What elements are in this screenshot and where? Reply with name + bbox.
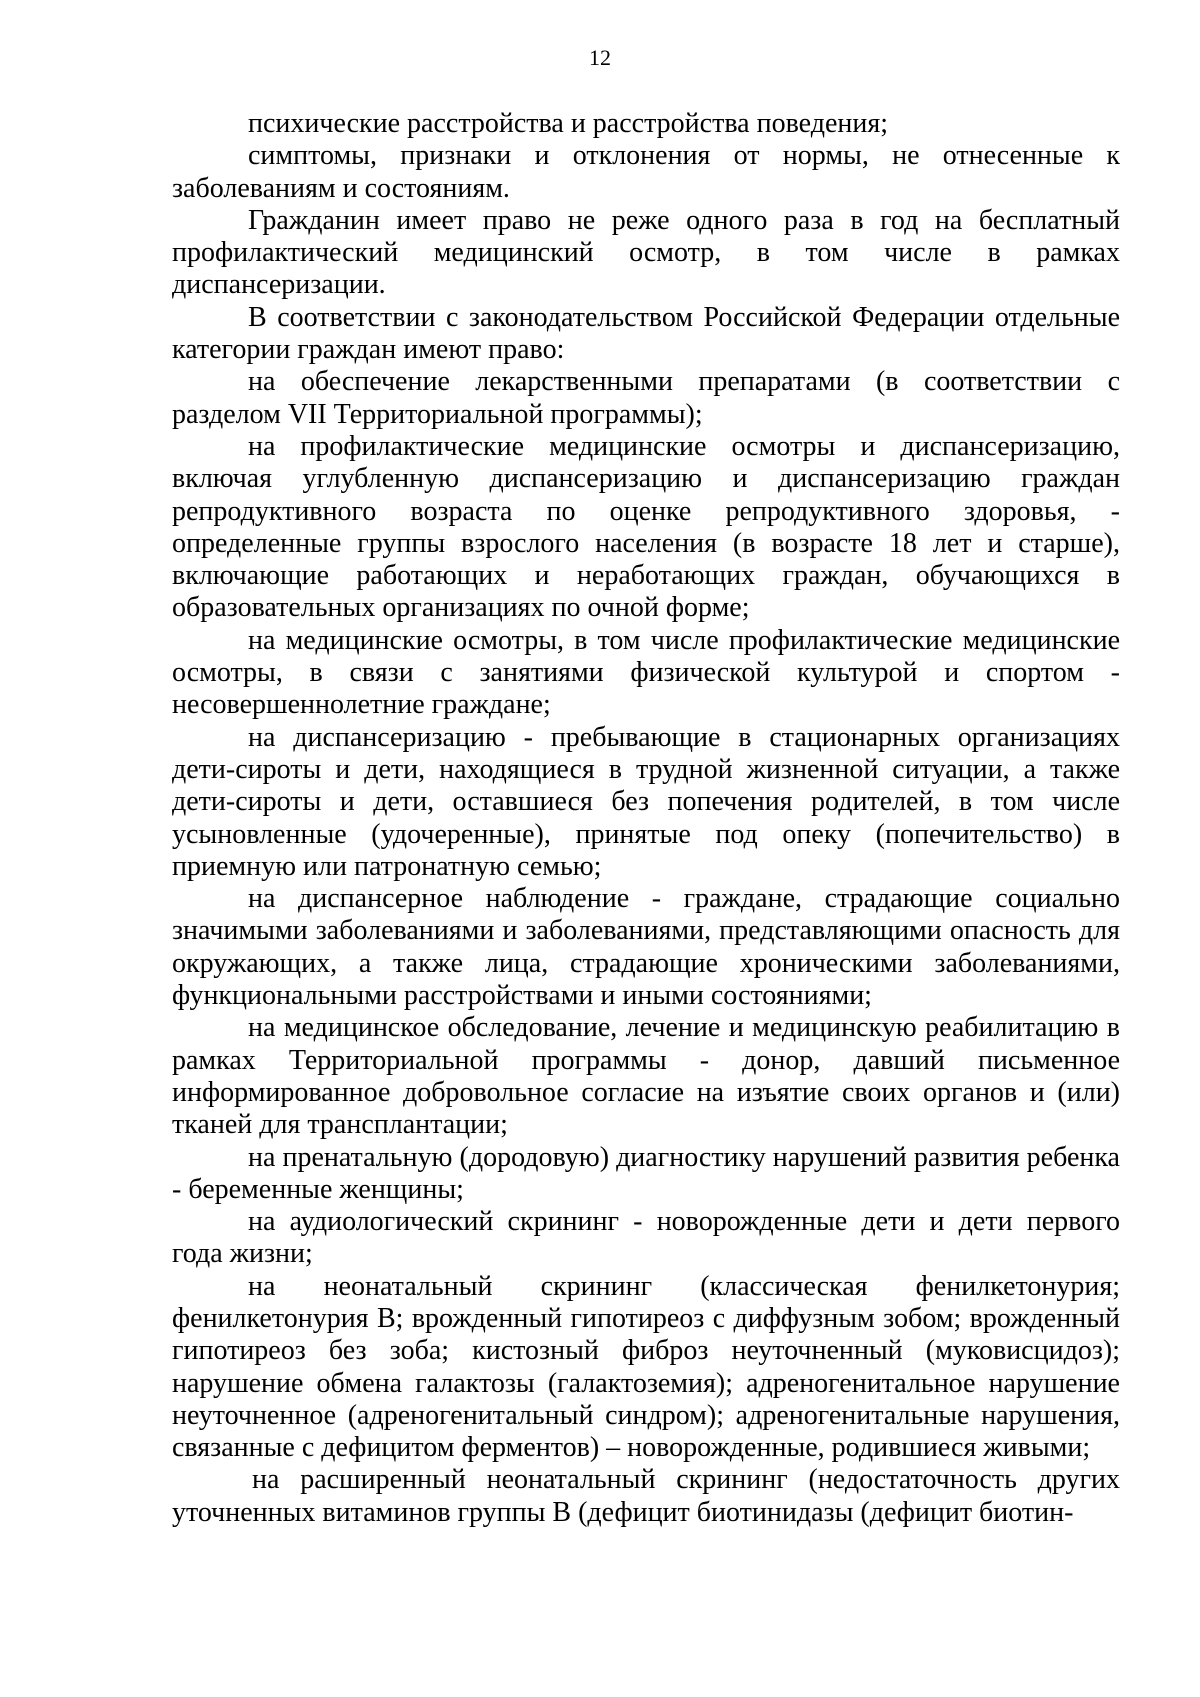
paragraph-donor-rehabilitation: на медицинское обследование, лечение и медицинскую реабилитацию в рамках Территориальной программы - донор, давший письменное информированное добровольное согласие на изъятие своих органов и (или) тканей для трансплантации;	[172, 1012, 1120, 1141]
paragraph-annual-checkup-right: Гражданин имеет право не реже одного раза в год на бесплатный профилактический медицинский осмотр, в том числе в рамках диспансеризации.	[172, 204, 1120, 301]
page-number: 12	[589, 45, 611, 70]
paragraph-categories-intro: В соответствии с законодательством Российской Федерации отдельные категории граждан имеют право:	[172, 301, 1120, 366]
paragraph-extended-neonatal-screening: на расширенный неонатальный скрининг (недостаточность других уточненных витаминов группы В (дефицит биотинидазы (дефицит биотин-	[172, 1464, 1120, 1528]
paragraph-preventive-exams: на профилактические медицинские осмотры и диспансеризацию, включая углубленную диспансеризацию и диспансеризацию граждан репродуктивного возраста по оценке репродуктивного здоровья, - определенные группы взрослого населения (в возрасте 18 лет и старше), включающие работающих и неработающих граждан, обучающихся в образовательных организациях по очной форме;	[172, 430, 1120, 624]
paragraph-audiological-screening: на аудиологический скрининг - новорожденные дети и дети первого года жизни;	[172, 1206, 1120, 1270]
paragraph-prenatal-diagnostics: на пренатальную (дородовую) диагностику нарушений развития ребенка - беременные женщины;	[172, 1141, 1120, 1205]
paragraph-symptoms: симптомы, признаки и отклонения от нормы, не отнесенные к заболеваниям и состояниям.	[172, 140, 1120, 204]
paragraph-orphans-dispensary: на диспансеризацию - пребывающие в стационарных организациях дети-сироты и дети, находящиеся в трудной жизненной ситуации, а также дети-сироты и дети, оставшиеся без попечения родителей, в том числе усыновленные (удочеренные), принятые под опеку (попечительство) в приемную или патронатную семью;	[172, 721, 1120, 882]
document-body	[172, 108, 1120, 1529]
paragraph-sports-exams: на медицинские осмотры, в том числе профилактические медицинские осмотры, в связи с занятиями физической культурой и спортом - несовершеннолетние граждане;	[172, 624, 1120, 721]
paragraph-neonatal-screening: на неонатальный скрининг (классическая фенилкетонурия; фенилкетонурия В; врожденный гипотиреоз с диффузным зобом; врожденный гипотиреоз без зоба; кистозный фиброз неуточненный (муковисцидоз); нарушение обмена галактозы (галактоземия); адреногенитальное нарушение неуточненное (адреногенитальный синдром); адреногенитальные нарушения, связанные с дефицитом ферментов) – новорожденные, родившиеся живыми;	[172, 1270, 1120, 1464]
paragraph-dispensary-observation: на диспансерное наблюдение - граждане, страдающие социально значимыми заболеваниями и заболеваниями, представляющими опасность для окружающих, а также лица, страдающие хроническими заболеваниями, функциональными расстройствами и иными состояниями;	[172, 883, 1120, 1012]
paragraph-medications: на обеспечение лекарственными препаратами (в соответствии с разделом VII Территориальной программы);	[172, 366, 1120, 430]
paragraph-mental-disorders: психические расстройства и расстройства поведения;	[248, 108, 888, 139]
